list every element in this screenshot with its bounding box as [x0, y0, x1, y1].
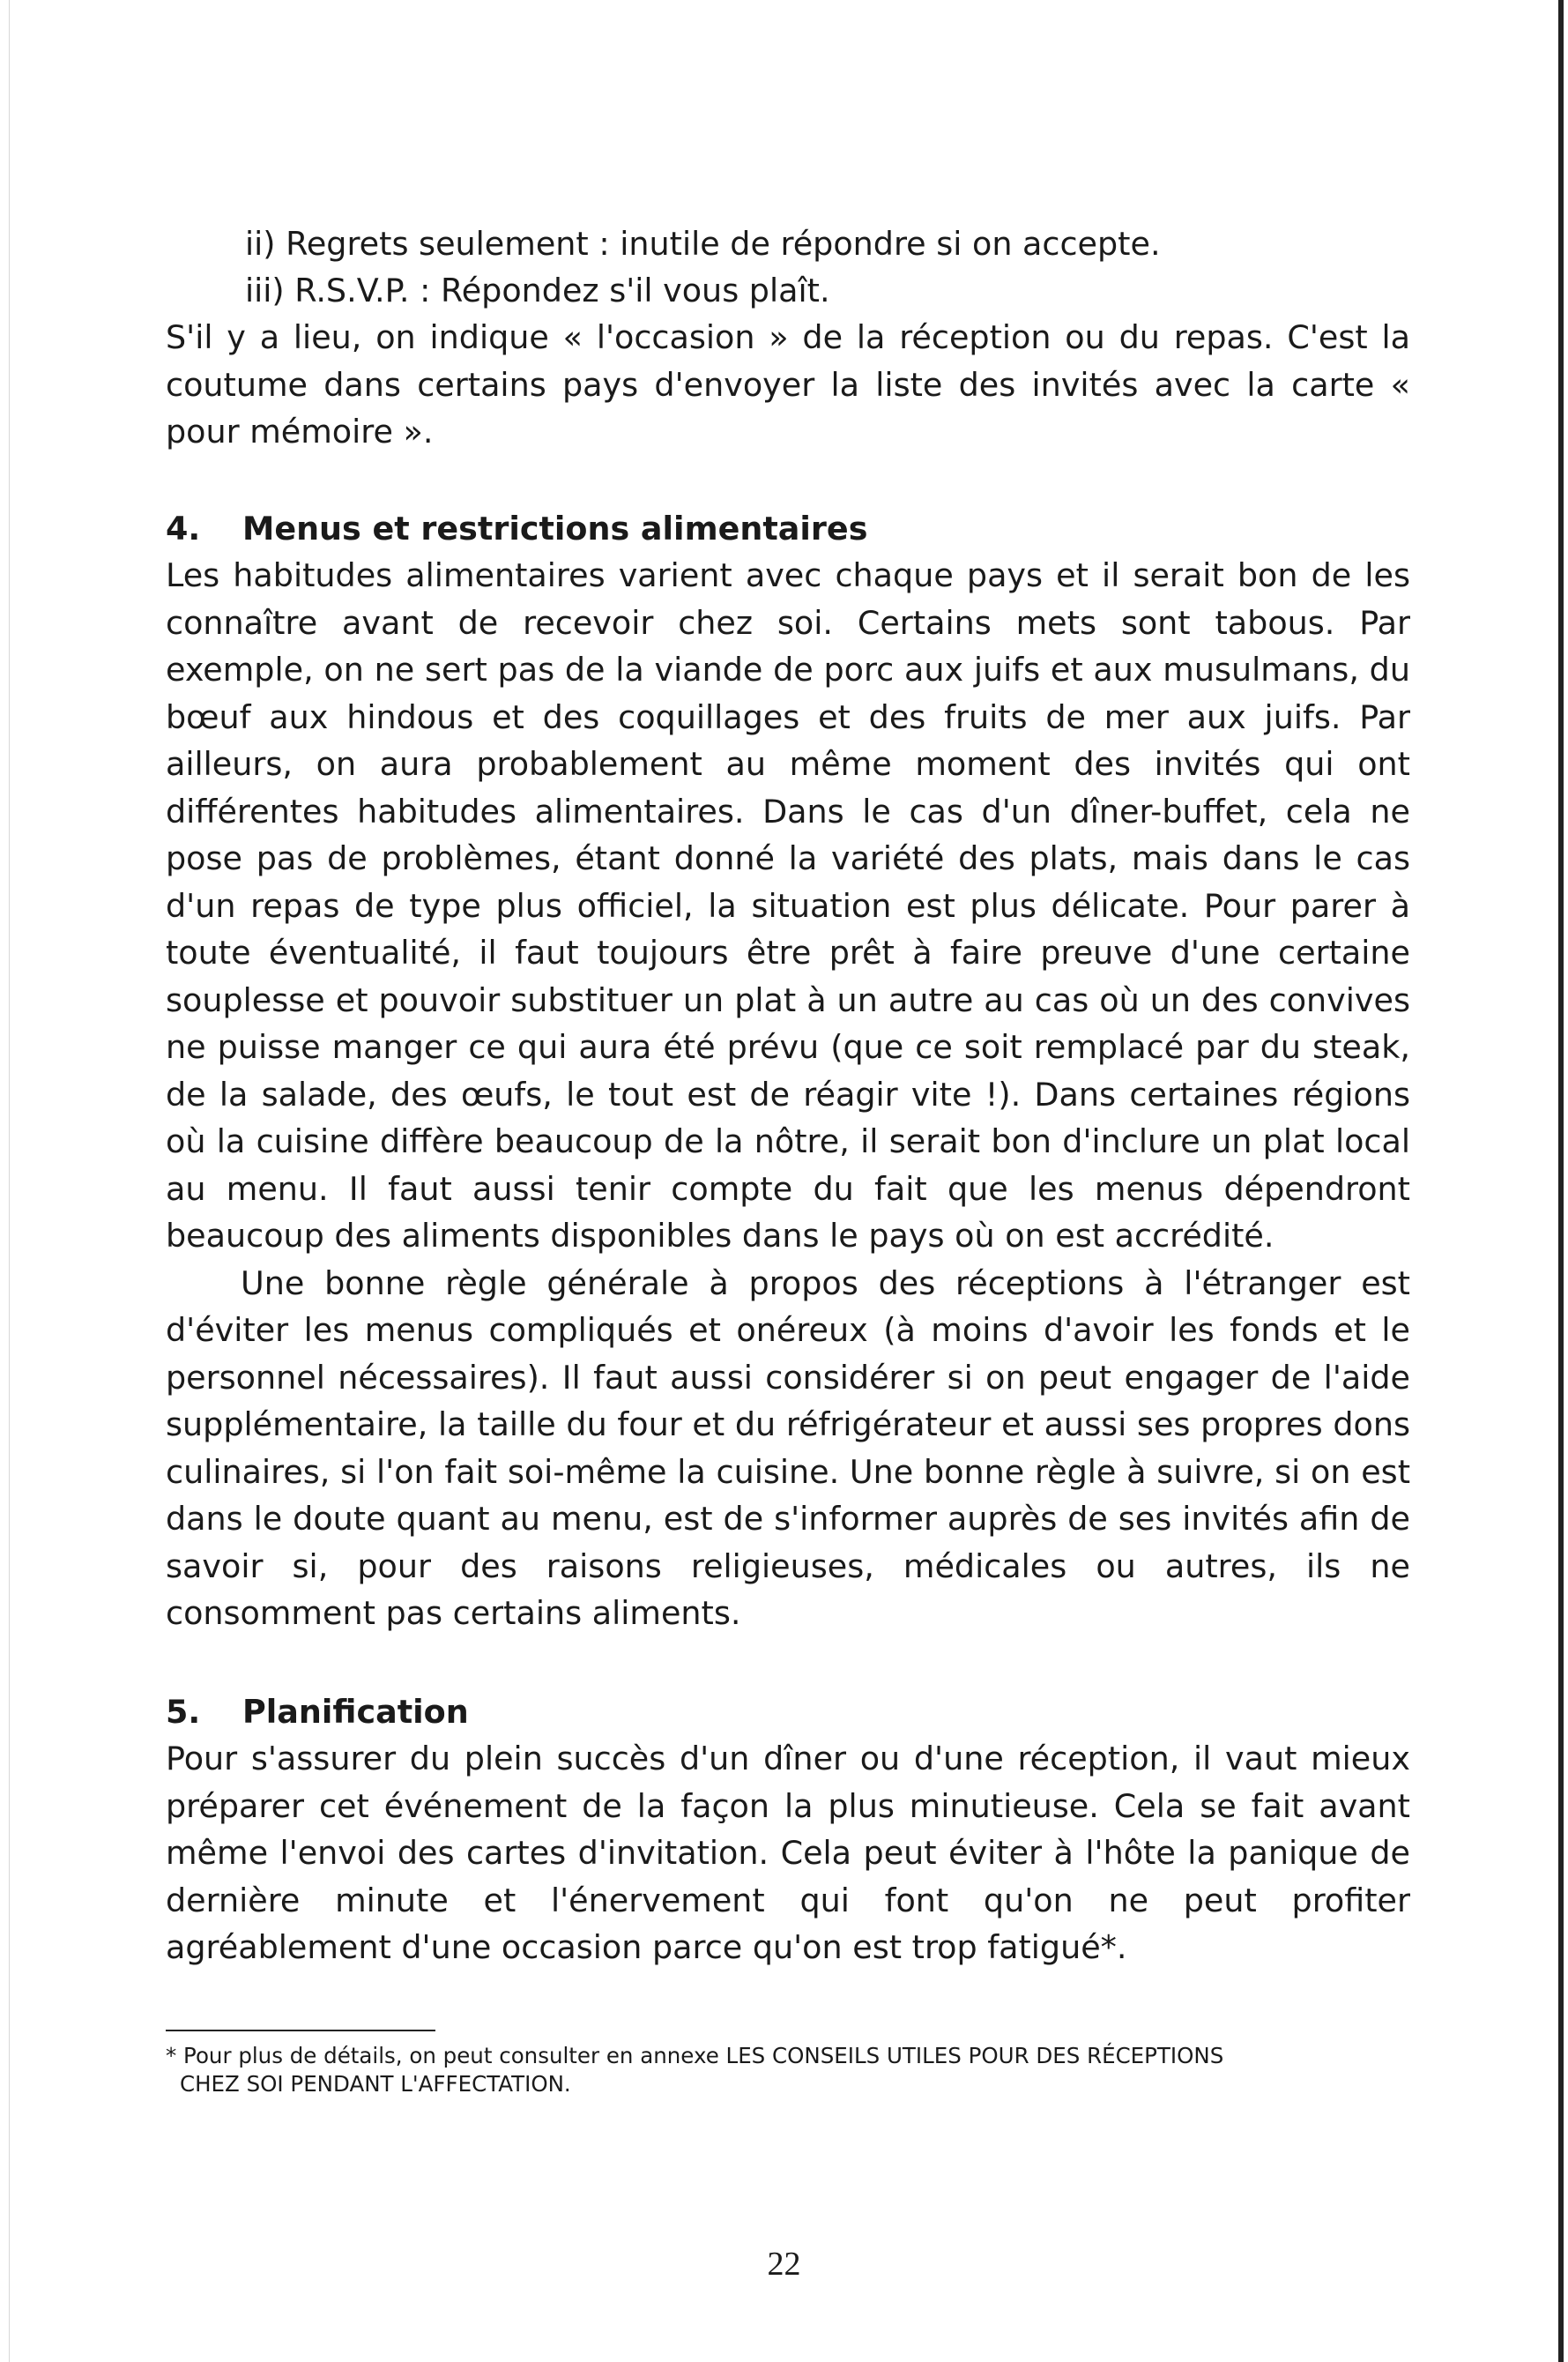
footnote-rule [166, 2030, 435, 2031]
footnote [166, 2042, 1410, 2098]
section-5-heading [166, 1688, 1410, 1736]
scan-left-edge [9, 0, 10, 2362]
section-4-heading [166, 505, 1410, 553]
intro-paragraph: S'il y a lieu, on indique « l'occasion » de la réception ou du repas. C'est la coutume dans certains pays d'envoyer la liste des invités avec la carte « pour mémoire ». [166, 318, 1410, 451]
section-4-paragraph-2: Une bonne règle générale à propos des réceptions à l'étranger est d'éviter les menus compliqués et onéreux (à moins d'avoir les fonds et le personnel nécessaires). Il faut aussi considérer si on peut engager de l'aide supplémentaire, la taille du four et du réfrigérateur et aussi ses propres dons culinaires, si l'on fait soi-même la cuisine. Une bonne règle à suivre, si on est dans le doute quant au menu, est de s'informer auprès de ses invités afin de savoir si, pour des raisons religieuses, médicales ou autres, ils ne consomment pas certains aliments. [166, 1263, 1410, 1632]
footnote-line-1: * Pour plus de détails, on peut consulter en annexe LES CONSEILS UTILES POUR DES RÉCEPTIONS [166, 2042, 1224, 2068]
page-body [166, 220, 1410, 2098]
section-5-paragraph: Pour s'assurer du plein succès d'un dîner ou d'une réception, il vaut mieux préparer cet événement de la façon la plus minutieuse. Cela se fait avant même l'envoi des cartes d'invitation. Cela peut éviter à l'hôte la panique de dernière minute et l'énervement qui font qu'on ne peut profiter agréablement d'une occasion parce qu'on est trop fatigué*. [166, 1740, 1410, 1966]
list-item-regrets: ii) Regrets seulement : inutile de répondre si on accepte. [245, 225, 1161, 263]
footnote-line-2: CHEZ SOI PENDANT L'AFFECTATION. [180, 2070, 571, 2097]
section-4-number: 4. [166, 509, 201, 548]
scan-right-edge [1558, 0, 1564, 2362]
section-4-paragraph-1: Les habitudes alimentaires varient avec chaque pays et il serait bon de les connaître avant de recevoir chez soi. Certains mets sont tabous. Par exemple, on ne sert pas de la viande de porc aux juifs et aux musulmans, du bœuf aux hindous et des coquillages et des fruits de mer aux juifs. Par ailleurs, on aura probablement au même moment des invités qui ont différentes habitudes alimentaires. Dans le cas d'un dîner-buffet, cela ne pose pas de problèmes, étant donné la variété des plats, mais dans le cas d'un repas de type plus officiel, la situation est plus délicate. Pour parer à toute éventualité, il faut toujours être prêt à faire preuve d'une certaine souplesse et pouvoir substituer un plat à un autre au cas où un des convives ne puisse manger ce qui aura été prévu (que ce soit remplacé par du steak, de la salade, des œufs, le tout est de réagir vite !). Dans certaines régions où la cuisine diffère beaucoup de la nôtre, il serait bon d'inclure un plat local au menu. Il faut aussi tenir compte du fait que les menus dépendront beaucoup des aliments disponibles dans le pays où on est accrédité. [166, 556, 1410, 1255]
section-4-title: Menus et restrictions alimentaires [242, 509, 868, 548]
section-5-number: 5. [166, 1692, 201, 1731]
page-number: 22 [767, 2246, 801, 2283]
list-item-rsvp: iii) R.S.V.P. : Répondez s'il vous plaît. [245, 272, 830, 309]
section-5-title: Planification [242, 1692, 469, 1731]
